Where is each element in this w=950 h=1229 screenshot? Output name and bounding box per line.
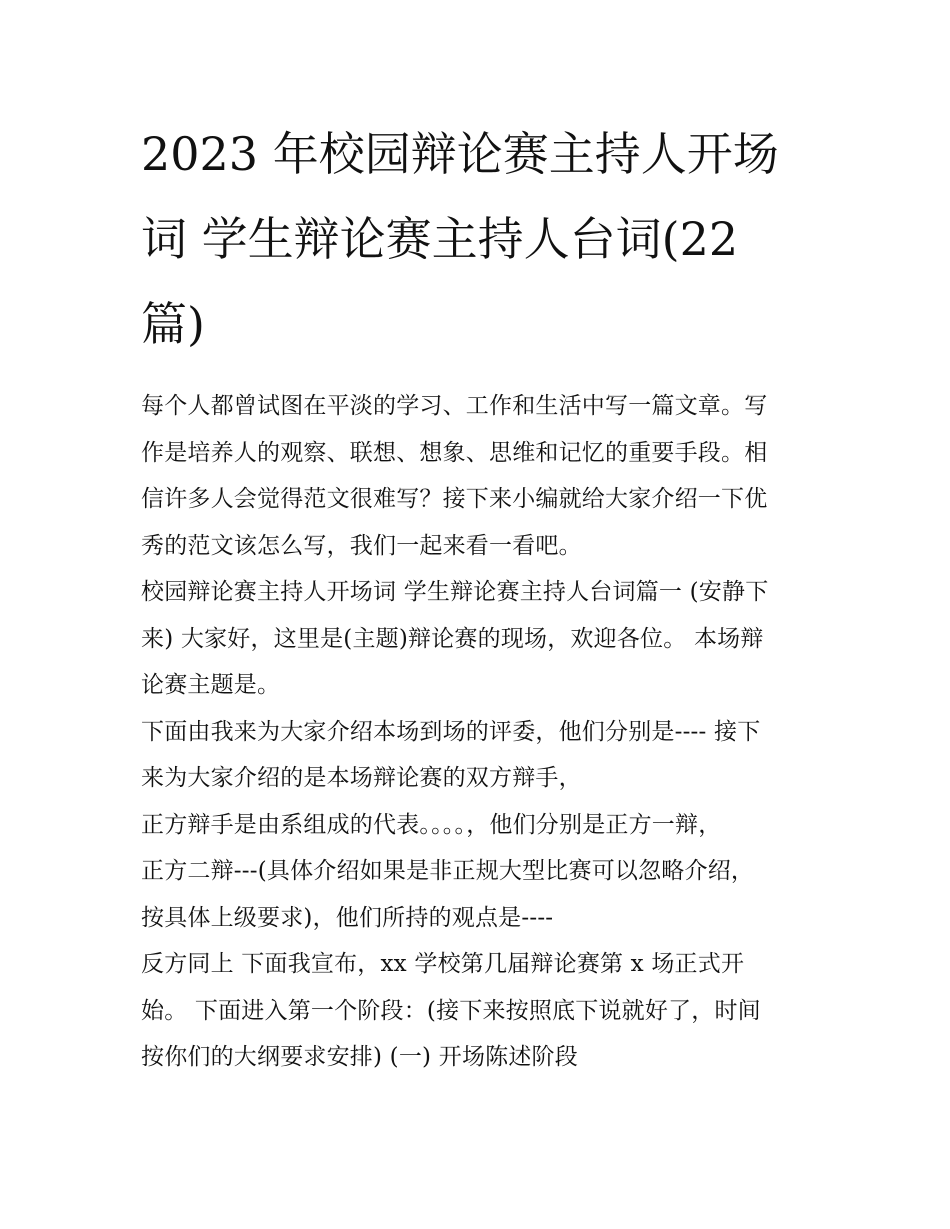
title-line: 词 学生辩论赛主持人台词(22	[141, 212, 739, 266]
text-line: 每个人都曾试图在平淡的学习、工作和生活中写一篇文章。写	[141, 393, 768, 419]
intro-paragraph	[141, 383, 821, 569]
text-line: 来) 大家好，这里是(主题)辩论赛的现场，欢迎各位。 本场辩	[141, 625, 764, 652]
text-line: 作是培养人的观察、联想、想象、思维和记忆的重要手段。相	[141, 439, 768, 466]
document-title	[141, 112, 821, 367]
text-line: 按你们的大纲要求安排) (一) 开场陈述阶段	[141, 1044, 578, 1070]
document-page	[141, 112, 821, 1081]
text-line: 秀的范文该怎么写，我们一起来看一看吧。	[141, 532, 582, 559]
text-line: 校园辩论赛主持人开场词 学生辩论赛主持人台词篇一 (安静下	[141, 579, 769, 605]
text-line: 论赛主题是。	[141, 672, 281, 698]
text-line: 按具体上级要求)，他们所持的观点是----	[141, 904, 554, 931]
title-line: 篇)	[141, 297, 205, 351]
text-line: 信许多人会觉得范文很难写？接下来小编就给大家介绍一下优	[141, 486, 768, 512]
affirmative-paragraph	[141, 802, 821, 942]
judges-paragraph	[141, 709, 821, 802]
text-line: 正方二辩---(具体介绍如果是非正规大型比赛可以忽略介绍，	[141, 858, 755, 884]
text-line: 始。 下面进入第一个阶段：(接下来按照底下说就好了，时间	[141, 997, 761, 1024]
negative-paragraph	[141, 941, 821, 1081]
text-line: 正方辩手是由系组成的代表。。。。，他们分别是正方一辩，	[141, 811, 722, 838]
text-line: 来为大家介绍的是本场辩论赛的双方辩手，	[141, 765, 582, 791]
opening-paragraph	[141, 569, 821, 709]
text-line: 反方同上 下面我宣布，xx 学校第几届辩论赛第 x 场正式开	[141, 951, 745, 977]
text-line: 下面由我来为大家介绍本场到场的评委，他们分别是---- 接下	[141, 718, 761, 745]
title-line: 2023 年校园辩论赛主持人开场	[141, 127, 779, 181]
